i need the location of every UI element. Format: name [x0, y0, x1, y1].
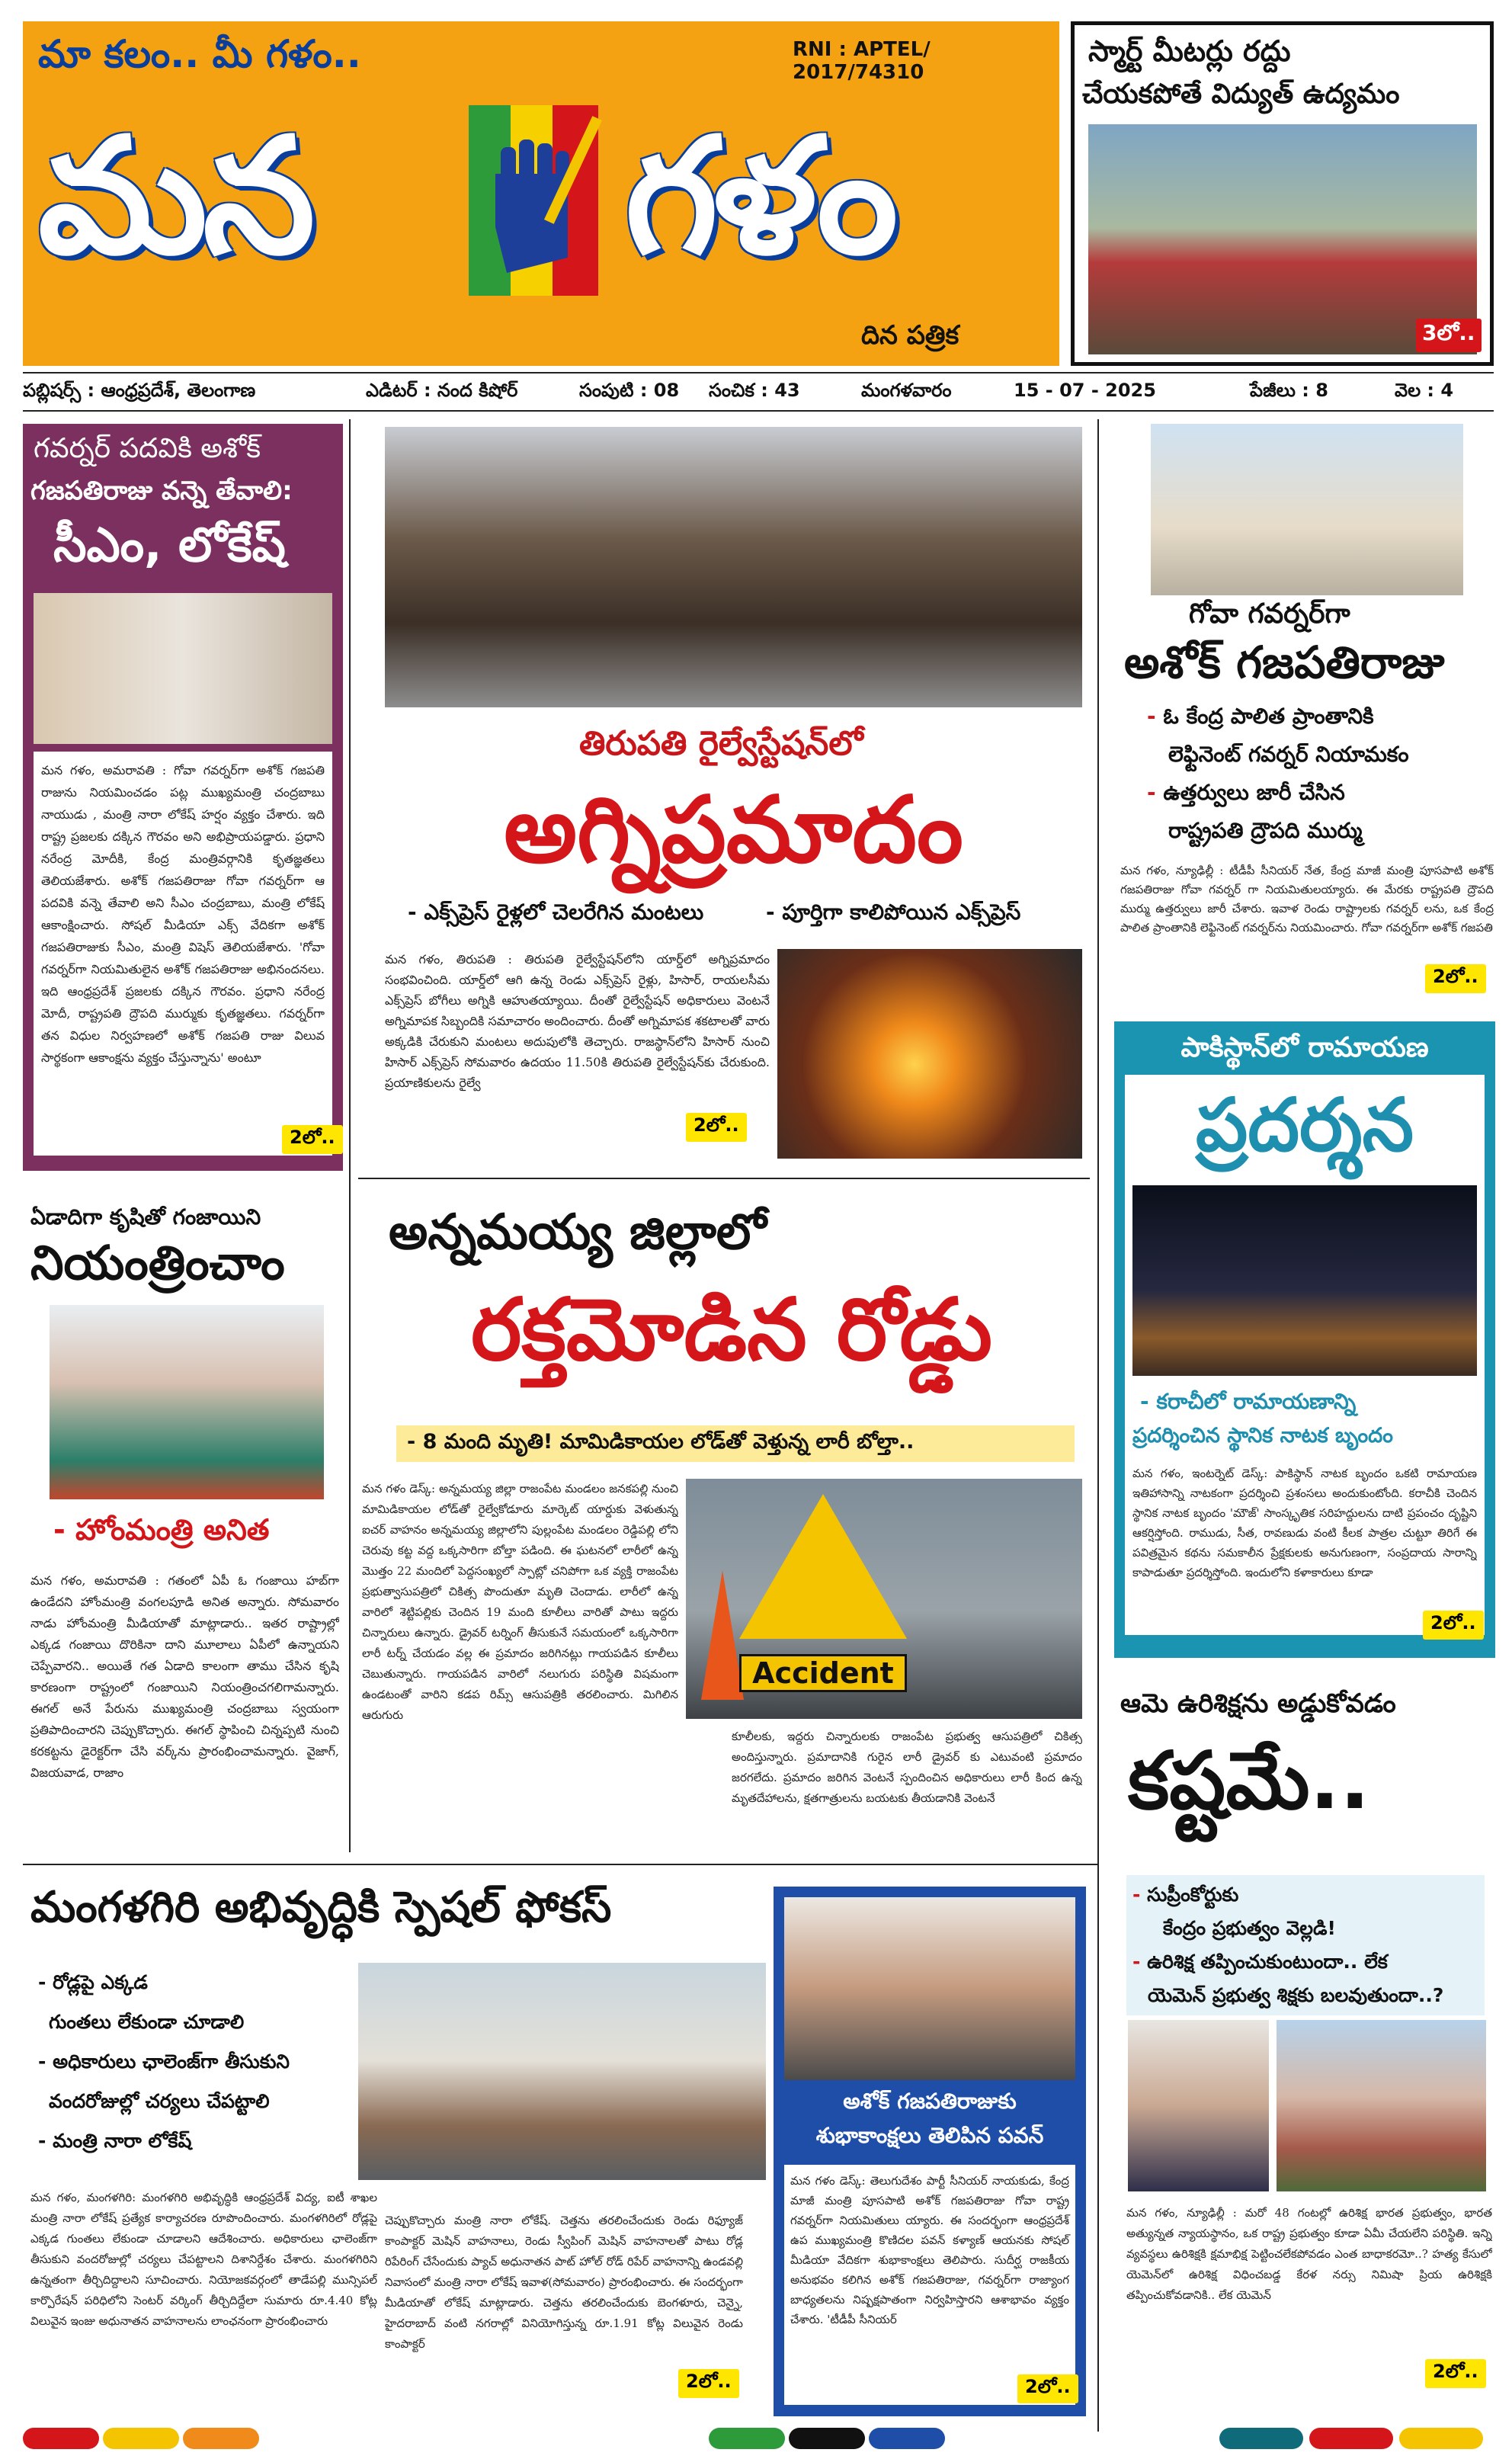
mangalagiri-body-1: మన గళం, మంగళగిరి: మంగళగిరి అభివృద్ధికి ఆంధ్రప్రదేశ్ విద్య, ఐటీ శాఖల మంత్రి నారా లోకేష్ ప్రత్యేక కార్యాచరణ రూపొందించారు. మంగళగిరిలో రోడ్లపై ఎక్కడ గుంతలు లేకుండా చూడాలని ఆదేశించారు. అధికారులు ఛాలెంజ్‌గా తీసుకుని వందరోజుల్లో చర్యలు చేపట్టాలని దిశానిర్దేశం చేశారు. మంగళగిరిని ఉన్నతంగా తీర్చిదిద్దాలని సూచించారు. నియోజకవర్గంలో తాడేపల్లి మున్సిపల్ కార్పొరేషన్ పరిధిలోని సెంటర్ వర్కింగ్ తీర్చిదిద్దేలా సుమారు రూ.4.40 కోట్ల విలువైన ఇంజు అధునాతన వాహనాలను లాంఛనంగా ప్రారంభించారు: [30, 2191, 377, 2328]
nimisha-bullets: - సుప్రీంకోర్టుకు కేంద్రం ప్రభుత్వం వెల్లడి! - ఉరిశిక్ష తప్పించుకుంటుందా.. లేక యెమెన్ ప్రభుత్వ శిక్షకు బలవుతుందా..?: [1126, 1875, 1485, 2015]
ramayana-body: మన గళం, ఇంటర్నెట్ డెస్క్: పాకిస్థాన్ నాటక బృందం ఒకటి రామాయణ ఇతిహాసాన్ని నాటకంగా ప్రదర్శించి ప్రశంసలు అందుకుంటోంది. కరాచీకి చెందిన స్థానిక నాటక బృందం 'మౌజ్' సాంస్కృతిక సరిహద్దులను దాటి ప్రపంచం దృష్టిని ఆకర్షిస్తోంది. రాముడు, సీత, రావణుడు వంటి కీలక పాత్రల చుట్టూ తిరిగే ఈ పవిత్రమైన కథను సమకాలీన ప్రేక్షకులకు అనుగుణంగా, సంప్రదాయ సారాన్ని కాపాడుతూ ప్రదర్శిస్తోంది. ఇందులోని కళాకారులు కూడా: [1132, 1467, 1477, 1579]
mangalagiri-bullet-2a: - అధికారులు ఛాలెంజ్‌గా తీసుకుని: [38, 2050, 290, 2073]
pavan-photo: [784, 1897, 1075, 2080]
date: 15 - 07 - 2025: [1014, 380, 1156, 401]
mangalagiri-headline: మంగళగిరి అభివృద్ధికి స్పెషల్ ఫోకస్: [30, 1883, 612, 1932]
nimisha-continued: 2లో..: [1425, 2359, 1486, 2388]
masthead-tagline: మా కలం.. మీ గళం..: [38, 32, 361, 76]
footer-bar-orange: [183, 2428, 259, 2449]
volume: సంపుటి : 08: [579, 380, 680, 401]
nimisha-photo: [1128, 2020, 1269, 2191]
logo-fist-icon: [453, 105, 613, 296]
footer-strip-right: [1219, 2428, 1486, 2449]
infobar-bottom-rule: [23, 410, 1494, 412]
mangalagiri-bullet-1a: - రోడ్లపై ఎక్కడ: [38, 1971, 148, 1993]
fire-sub2: - పూర్తిగా కాలిపోయిన ఎక్స్‌ప్రెస్: [766, 899, 1021, 925]
column-rule-right: [1097, 419, 1099, 2432]
anitha-byline: - హోంమంత్రి అనిత: [53, 1513, 270, 1547]
anitha-photo: [50, 1305, 324, 1499]
masthead: [23, 21, 1059, 366]
mangalagiri-continued: 2లో..: [678, 2369, 739, 2398]
accident-photo: [686, 1479, 1082, 1719]
governor-bullet-1b: లెఫ్టినెంట్ గవర్నర్ నియామకం: [1168, 742, 1409, 767]
mangalagiri-bullet-3: - మంత్రి నారా లోకేష్: [38, 2130, 192, 2152]
governor-bullet-1a: ఓ కేంద్ర పాలిత ప్రాంతానికి: [1163, 704, 1374, 729]
ramayana-kicker: పాకిస్థాన్‌లో రామాయణ: [1180, 1032, 1429, 1063]
story-body: మన గళం, అమరావతి : గోవా గవర్నర్‌గా అశోక్ గజపతి రాజును నియమించడం పట్ల ముఖ్యమంత్రి చంద్రబాబు నాయుడు , మంత్రి నారా లోకేష్ హర్షం వ్యక్తం చేశారు. ఇది రాష్ట్ర ప్రజలకు దక్కిన గౌరవం అని అభిప్రాయపడ్డారు. ప్రధాని నరేంద్ర మోదీకి, కేంద్ర మంత్రివర్గానికి కృతజ్ఞతలు తెలియజేశారు. అశోక్ గజపతిరాజు గోవా గవర్నర్‌గా ఆ పదవికి వన్నె తేవాలి అని సీఎం చంద్రబాబు, మంత్రి లోకేష్ ఆకాంక్షించారు. సోషల్ మీడియా ఎక్స్ వేదికగా అశోక్ గజపతిరాజుకు సీఎం, మంత్రి విషెస్ తెలియజేశారు. 'గోవా గవర్నర్‌గా నియమితులైన అశోక్ గజపతిరాజు అభినందనలు. ఇది ఆంధ్రప్రదేశ్ ప్రజలకు దక్కిన గౌరవం. ప్రధాని నరేంద్ర మోదీ, రాష్ట్రపతి ద్రౌపది ముర్ముకు కృతజ్ఞతలు. గవర్నర్‌గా తన విధుల నిర్వహణలో అశోక్ గజపతి రాజు విలువ సార్థకంగా ఆకాంక్షను వ్యక్తం చేస్తున్నాను' అంటూ: [34, 752, 332, 1156]
infobar-top-rule: [23, 372, 1494, 373]
ramayana-headline-box: [1125, 1075, 1485, 1635]
footer-bar-green: [709, 2428, 785, 2449]
nimisha-headline: కష్టమే..: [1128, 1734, 1370, 1827]
top-news-box: [1071, 21, 1494, 366]
governor-kicker: గోవా గవర్నర్‌గా: [1189, 598, 1350, 630]
issue: సంచిక : 43: [709, 380, 800, 401]
ramayana-continued: 2లో..: [1423, 1611, 1484, 1640]
story-headline: గజపతిరాజు వన్నె తేవాలి:: [30, 476, 293, 506]
governor-continued: 2లో..: [1425, 964, 1486, 993]
story-ramayana: [1114, 1021, 1495, 1658]
nimisha-bullet-1a: సుప్రీంకోర్టుకు: [1147, 1884, 1239, 1906]
footer-bar-teal: [1219, 2428, 1303, 2449]
footer-bar-blue: [869, 2428, 945, 2449]
page-count: పేజీలు : 8: [1250, 380, 1328, 401]
accident-kicker: అన్నమయ్య జిల్లాలో: [389, 1204, 767, 1261]
anitha-headline: నియంత్రించాం: [30, 1235, 285, 1290]
accident-headline: రక్తమోడిన రోడ్డు: [470, 1281, 993, 1380]
fire-headline: అగ్నిప్రమాదం: [504, 777, 963, 883]
story-headline: గవర్నర్ పదవికి అశోక్: [34, 433, 261, 464]
footer-bar-black: [789, 2428, 865, 2449]
story-headline: సీఎం, లోకేష్: [53, 517, 286, 572]
footer-bar-red-2: [1309, 2428, 1393, 2449]
ramayana-headline: ప్రదర్శన: [1196, 1082, 1414, 1168]
fire-body: మన గళం, తిరుపతి : తిరుపతి రైల్వేస్టేషన్‌లోని యార్డ్‌లో అగ్నిప్రమాదం సంభవించింది. యార్డ్‌లో ఆగి ఉన్న రెండు ఎక్స్‌ప్రెస్ రైళ్లు, హిసార్, రాయలసీమ ఎక్స్‌ప్రెస్‌ బోగీలు అగ్నికి ఆహుతయ్యాయి. దీంతో రైల్వేస్టేషన్ అధికారులు వెంటనే అగ్నిమాపక సిబ్బందికి సమాచారం అందించారు. దీంతో అగ్నిమాపక శకటాలతో వారు అక్కడికి చేరుకుని మంటలు అదుపులోకి తెచ్చారు. రాజస్థాన్‌లోని హిసార్ నుంచి హిసార్ ఎక్స్‌ప్రెస్ సోమవారం ఉదయం 11.50కి తిరుపతి రైల్వేస్టేషన్‌కు చేరుకుంది. ప్రయాణికులను రైల్వే: [385, 952, 770, 1090]
pavan-headline-2: శుభాకాంక్షలు తెలిపిన పవన్: [815, 2123, 1044, 2148]
infobar: [23, 377, 1494, 407]
story-pavan-wishes: [774, 1887, 1086, 2416]
rni-number: RNI : APTEL/ 2017/74310: [793, 38, 931, 84]
accident-body-2: కూలీలకు, ఇద్దరు చిన్నారులకు రాజంపేట ప్రభుత్వ ఆసుపత్రిలో చికిత్స అందిస్తున్నారు. ప్రమాదానికి గురైన లారీ డ్రైవర్ కు ఎటువంటి ప్రమాదం జరగలేదు. ప్రమాదం జరిగిన వెంటనే స్పందించిన అధికారులు లారీ కింద ఉన్న మృతదేహాలను, క్షతగాత్రులను బయటకు తీయడానికి వెంటనే: [732, 1730, 1082, 1805]
footer-bar-yellow: [103, 2428, 179, 2449]
nimisha-bullet-2b: యెమెన్ ప్రభుత్వ శిక్షకు బలవుతుందా..?: [1148, 1984, 1444, 2006]
governor-bullet-2a: ఉత్తర్వులు జారీ చేసిన: [1163, 780, 1345, 805]
accident-cone-icon: [701, 1570, 744, 1700]
anitha-kicker: ఏడాదిగా కృషితో గంజాయిని: [30, 1204, 261, 1230]
leaders-photo: [34, 593, 332, 744]
nimisha-bullet-2a: ఉరిశిక్ష తప్పించుకుంటుందా.. లేక: [1147, 1951, 1388, 1973]
top-news-line1: స్మార్ట్ మీటర్లు రద్దు: [1088, 34, 1291, 68]
footer-bar-yellow-2: [1399, 2428, 1483, 2449]
governor-bullet-2b: రాష్ట్రపతి ద్రౌపది ముర్ము: [1168, 818, 1363, 843]
accident-top-rule: [358, 1178, 1090, 1179]
price: వెల : 4: [1395, 380, 1454, 401]
fire-kicker: తిరుపతి రైల్వేస్టేషన్‌లో: [579, 724, 863, 763]
burnt-train-photo: [385, 427, 1082, 707]
bottom-section-rule: [23, 1864, 1097, 1865]
editor: ఎడిటర్ : నంద కిషోర్: [366, 380, 518, 401]
ramayana-stage-photo: [1132, 1185, 1477, 1376]
pavan-headline-1: అశోక్ గజపతిరాజుకు: [843, 2089, 1017, 2114]
publishers: పబ్లిషర్స్ : ఆంధ్రప్రదేశ్, తెలంగాణ: [23, 380, 256, 401]
ashok-portrait-photo: [1151, 424, 1463, 595]
mangalagiri-bullet-1b: గుంతలు లేకుండా చూడాలి: [49, 2011, 245, 2033]
governor-headline: అశోక్ గజపతిరాజు: [1124, 636, 1445, 688]
weekday: మంగళవారం: [861, 380, 952, 401]
footer-bar-red: [23, 2428, 99, 2449]
mangalagiri-body-2: చెప్పుకొచ్చారు మంత్రి నారా లోకేష్. చెత్తను తరలించేందుకు రెండు రిఫ్యూజ్ కాంపాక్టర్ మెషిన్ వాహనాలు, రెండు స్వీపింగ్ మెషిన్ వాహనాలతో పాటు రోడ్ల రిపేరింగ్ చేసేందుకు ప్యాచ్ అధునాతన పాట్ హోల్ రోడ్ రిపేర్ వాహనాన్ని ఉండవల్లి నివాసంలో మంత్రి నారా లోకేష్ ఇవాళ(సోమవారం) ప్రారంభించారు. ఈ సందర్భంగా మీడియాతో లోకేష్ మాట్లాడారు. చెత్తను తరలించేందుకు బెంగళూరు, చెన్నై, హైదరాబాద్ వంటి నగరాల్లో వినియోగిస్తున్న రూ.1.91 కోట్ల విలువైన రెండు కాంపాక్టర్: [385, 2214, 743, 2351]
ramayana-sub1: - కరాచీలో రామాయణాన్ని: [1140, 1389, 1357, 1414]
accident-sign-label: Accident: [739, 1654, 907, 1692]
mangalagiri-photo: [358, 1963, 766, 2180]
mangalagiri-bullet-2b: వందరోజుల్లో చర్యలు చేపట్టాలి: [49, 2090, 270, 2112]
column-rule-left: [349, 419, 351, 1852]
accident-sub: - 8 మంది మృతి! మామిడికాయల లోడ్‌తో వెళ్తున్న లారీ బోల్తా..: [396, 1425, 1075, 1462]
nimisha-body: మన గళం, న్యూఢిల్లీ : మరో 48 గంటల్లో ఉరిశిక్ష భారత ప్రభుత్వం, భారత అత్యున్నత న్యాయస్థానం, ఒక రాష్ట్ర ప్రభుత్వం కూడా ఏమీ చేయలేని పరిస్థితి. ఇన్ని వ్యవస్థలు ఉరిశిక్షకి క్షమాభిక్ష పెట్టించలేకపోవడం ఎంత బాధాకరమో..? హత్య కేసులో యెమెన్‌లో ఉరిశిక్ష విధించబడ్డ కేరళ నర్సు నిమిషా ప్రియ ఉరిశిక్షకి తప్పించుకోవడానికి.. లేక యెమెన్: [1126, 2206, 1492, 2302]
governor-body: మన గళం, న్యూఢిల్లీ : టీడీపీ సీనియర్ నేత, కేంద్ర మాజీ మంత్రి పూసపాటి అశోక్ గజపతిరాజు గోవా గవర్నర్ గా నియమితులయ్యారు. ఈ మేరకు రాష్ట్రపతి ద్రౌపది ముర్ము ఉత్తర్వులు జారీ చేశారు. ఇవాళ రెండు రాష్ట్రాలకు గవర్నర్ లను, ఒక కేంద్ర పాలిత ప్రాంతానికి లెఫ్టినెంట్ గవర్నర్‌ను నియమించారు. గోవా గవర్నర్‌గా అశోక్ గజపతి: [1120, 864, 1494, 935]
governor-bullets: - ఓ కేంద్ర పాలిత ప్రాంతానికి లెఫ్టినెంట్ గవర్నర్ నియామకం - ఉత్తర్వులు జారీ చేసిన రాష్ట్రపతి ద్రౌపది ముర్ము: [1147, 697, 1482, 850]
accident-body-1: మన గళం డెస్క్: అన్నమయ్య జిల్లా రాజంపేట మండలం జనకపల్లి నుంచి మామిడికాయల లోడ్‌తో రైల్వేకోడూరు మార్కెట్ యార్డుకు వెళుతున్న ఐచర్ వాహనం అన్నమయ్య జిల్లాలోని పుల్లంపేట మండలం రెడ్డిపల్లి లోని చెరువు కట్ట వద్ద ఒక్కసారిగా బోల్తా పడింది. ఈ ఘటనలో లారీలో ఉన్న మొత్తం 22 మందిలో పెద్దసంఖ్యలో స్పాట్లో చనిపోగా ఒక వ్యక్తి రాజంపేట ప్రభుత్వాసుపత్రిలో చికిత్స పొందుతూ మృతి చెందాడు. లారీలో ఉన్న వారిలో శెట్టిపల్లికు చెందిన 19 మంది కూలీలు వారితో పాటు ఇద్దరు చిన్నారులు ఉన్నారు. డ్రైవర్ టర్నింగ్ తీసుకునే సమయంలో ఒక్కసారిగా లారీ టర్న్ చేయడం వల్ల ఈ ప్రమాదం జరిగినట్లు గాయపడిన కూలీలు చెబుతున్నారు. గాయపడిన వారిలో నలుగురు పరిస్థితి విషమంగా ఉండటంతో వారిని కడప రిమ్స్ ఆసుపత్రికి తరలించారు. మిగిలిన ఆరుగురు: [362, 1482, 678, 1722]
footer-strip-left: [23, 2428, 259, 2449]
story-governor-cm: [23, 424, 343, 1171]
anitha-body: మన గళం, అమరావతి : గతంలో ఏపీ ఓ గంజాయి హబ్‌గా ఉండేదని హోంమంత్రి వంగలపూడి అనిత అన్నారు. సోమవారం నాడు హోంమంత్రి మీడియాతో మాట్లాడారు.. ఇతర రాష్ట్రాల్లో ఎక్కడ గంజాయి దొరికినా దాని మూలాలు ఏపీలో ఉన్నాయని చెప్పేవారని.. అయితే గత ఏడాది కాలంగా తాము చేసిన కృషి కారణంగా రాష్ట్రంలో గంజాయిని నియంత్రించగలిగామన్నారు. ఈగల్ అనే పేరును ముఖ్యమంత్రి చంద్రబాబు స్వయంగా ప్రతిపాదించారని చెప్పుకొచ్చారు. ఈగల్ స్థాపించి చిన్నప్పటి నుంచి కరకట్టను డైరెక్టర్‌గా చేసి వర్క్‌ను ప్రారంభించామన్నారు. వైజాగ్, విజయవాడ, రాజాం: [30, 1573, 339, 1780]
fire-continued: 2లో..: [686, 1113, 747, 1142]
top-news-line2: చేయకపోతే విద్యుత్ ఉద్యమం: [1082, 79, 1400, 110]
ramayana-sub2: ప్రదర్శించిన స్థానిక నాటక బృందం: [1132, 1424, 1393, 1448]
pavan-continued: 2లో..: [1017, 2374, 1078, 2403]
top-news-continued: 3లో..: [1416, 319, 1482, 352]
footer-strip-center: [709, 2428, 945, 2449]
story-continued: 2లో..: [282, 1125, 343, 1154]
supreme-court-photo: [1277, 2020, 1486, 2191]
mangalagiri-bullets: [38, 1963, 351, 2161]
pavan-body-box: మన గళం డెస్క్: తెలుగుదేశం పార్టీ సీనియర్ నాయకుడు, కేంద్ర మాజీ మంత్రి పూసపాటి అశోక్ గజపతిరాజు గోవా రాష్ట్ర గవర్నర్‌గా నియమితులు య్యారు. ఈ సందర్భంగా ఆంధ్రప్రదేశ్ ఉప ముఖ్యమంత్రి కొణిదల పవన్ కళ్యాణ్ ఆయనకు సోషల్ మీడియా వేదికగా శుభాకాంక్షలు తెలిపారు. సుదీర్ఘ రాజకీయ అనుభవం కలిగిన అశోక్ గజపతిరాజు, గవర్నర్‌గా రాజ్యాంగ బాధ్యతలను నిష్పక్షపాతంగా నిర్వహిస్తారని ఆశాభావం వ్యక్తం చేశారు. 'టీడీపీ సీనియర్: [784, 2165, 1075, 2405]
masthead-title-left: మన: [38, 103, 311, 290]
train-fire-photo: [777, 949, 1082, 1159]
fire-sub1: - ఎక్స్‌ప్రెస్ రైళ్లలో చెలరేగిన మంటలు: [408, 899, 704, 925]
daily-label: దిన పత్రిక: [861, 320, 959, 351]
accident-warning-sign-icon: [739, 1494, 907, 1639]
masthead-title-right: గళం: [625, 103, 894, 290]
nimisha-bullet-1b: కేంద్రం ప్రభుత్వం వెల్లడి!: [1163, 1917, 1336, 1939]
nimisha-kicker: ఆమె ఉరిశిక్షను అడ్డుకోవడం: [1120, 1688, 1396, 1719]
